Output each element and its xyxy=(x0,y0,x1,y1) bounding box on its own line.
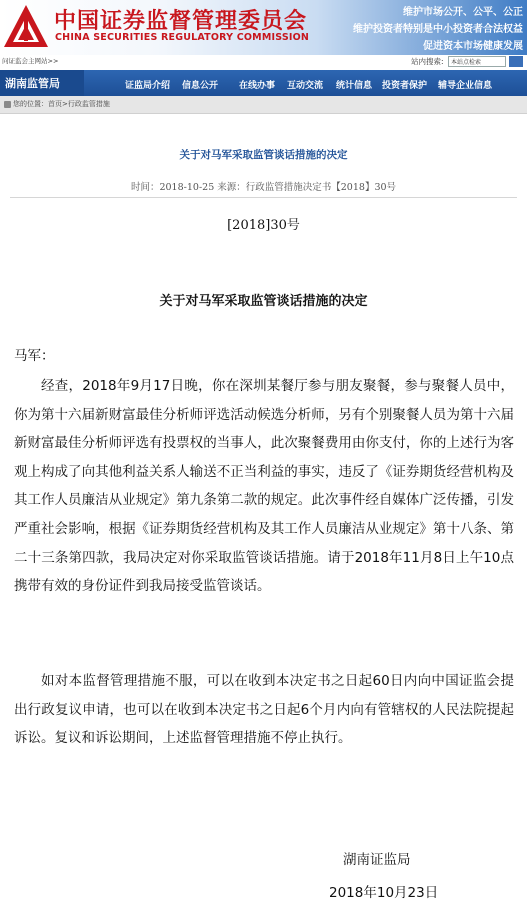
main-nav xyxy=(0,70,527,96)
addressee: 马军： xyxy=(14,348,55,364)
body-paragraph: 如对本监督管理措施不服，可以在收到本决定书之日起60日内向中国证监会提出行政复议申请，也可以在收到本决定书之日起6个月内向有管辖权的人民法院提起诉讼。复议和诉讼期间，上述监督管理措施不停止执行。 xyxy=(14,673,514,747)
document-number: [2018]30号 xyxy=(227,218,300,233)
nav-item-interaction[interactable]: 互动交流 xyxy=(287,81,324,91)
nav-items xyxy=(125,70,502,96)
site-header xyxy=(0,0,527,55)
nav-item-tutoring-info[interactable]: 辅导企业信息 xyxy=(438,81,493,91)
location-icon xyxy=(4,101,11,108)
nav-item-statistics[interactable]: 统计信息 xyxy=(336,81,373,91)
site-title[interactable]: 中国证券监督管理委员会 xyxy=(54,8,308,34)
signature-organization: 湖南证监局 xyxy=(343,852,411,868)
nav-item-intro[interactable]: 证监局介绍 xyxy=(125,81,171,91)
slogan-line-2: 维护投资者特别是中小投资者合法权益 xyxy=(353,24,523,35)
nav-item-online-service[interactable]: 在线办事 xyxy=(239,81,276,91)
site-title-en: CHINA SECURITIES REGULATORY COMMISSION xyxy=(55,32,310,43)
breadcrumb xyxy=(0,96,527,114)
article-title: 关于对马军采取监管谈话措施的决定 xyxy=(179,149,348,161)
signature-date: 2018年10月23日 xyxy=(329,885,439,901)
title-divider xyxy=(10,197,517,198)
search-label: 站内搜索: xyxy=(411,57,444,66)
nav-brand[interactable]: 湖南监管局 xyxy=(0,70,84,96)
main-site-link[interactable]: 问证监会主网站>> xyxy=(2,57,59,65)
search-input[interactable] xyxy=(448,56,506,67)
utility-bar xyxy=(0,55,527,69)
slogan-line-1: 维护市场公开、公平、公正 xyxy=(403,7,523,18)
csrc-logo-icon[interactable] xyxy=(2,3,50,51)
search-submit-button[interactable] xyxy=(509,56,523,67)
body-paragraph: 经查，2018年9月17日晚，你在深圳某餐厅参与朋友聚餐，参与聚餐人员中，你为第十六届新财富最佳分析师评选活动候选分析师，另有个别聚餐人员为第十六届新财富最佳分析师评选有投票权的当事人，此次聚餐费用由你支付，你的上述行为客观上构成了向其他利益关系人输送不正当利益的事实，违反了《证券期货经营机构及其工作人员廉洁从业规定》第九条第二款的规定。此次事件经自媒体广泛传播，引发严重社会影响，根据《证券期货经营机构及其工作人员廉洁从业规定》第十八条、第二十三条第四款，我局决定对你采取监管谈话措施。请于2018年11月8日上午10点携带有效的身份证件到我局接受监管谈话。 xyxy=(14,378,514,595)
breadcrumb-text[interactable]: 您的位置：首页>行政监管措施 xyxy=(13,100,110,108)
article-meta: 时间：2018-10-25 来源：行政监管措施决定书【2018】30号 xyxy=(130,182,397,193)
slogan-line-3: 促进资本市场健康发展 xyxy=(423,41,523,52)
nav-item-disclosure[interactable]: 信息公开 xyxy=(182,81,219,91)
nav-item-investor-protection[interactable]: 投资者保护 xyxy=(382,81,428,91)
document-title: 关于对马军采取监管谈话措施的决定 xyxy=(159,294,368,309)
